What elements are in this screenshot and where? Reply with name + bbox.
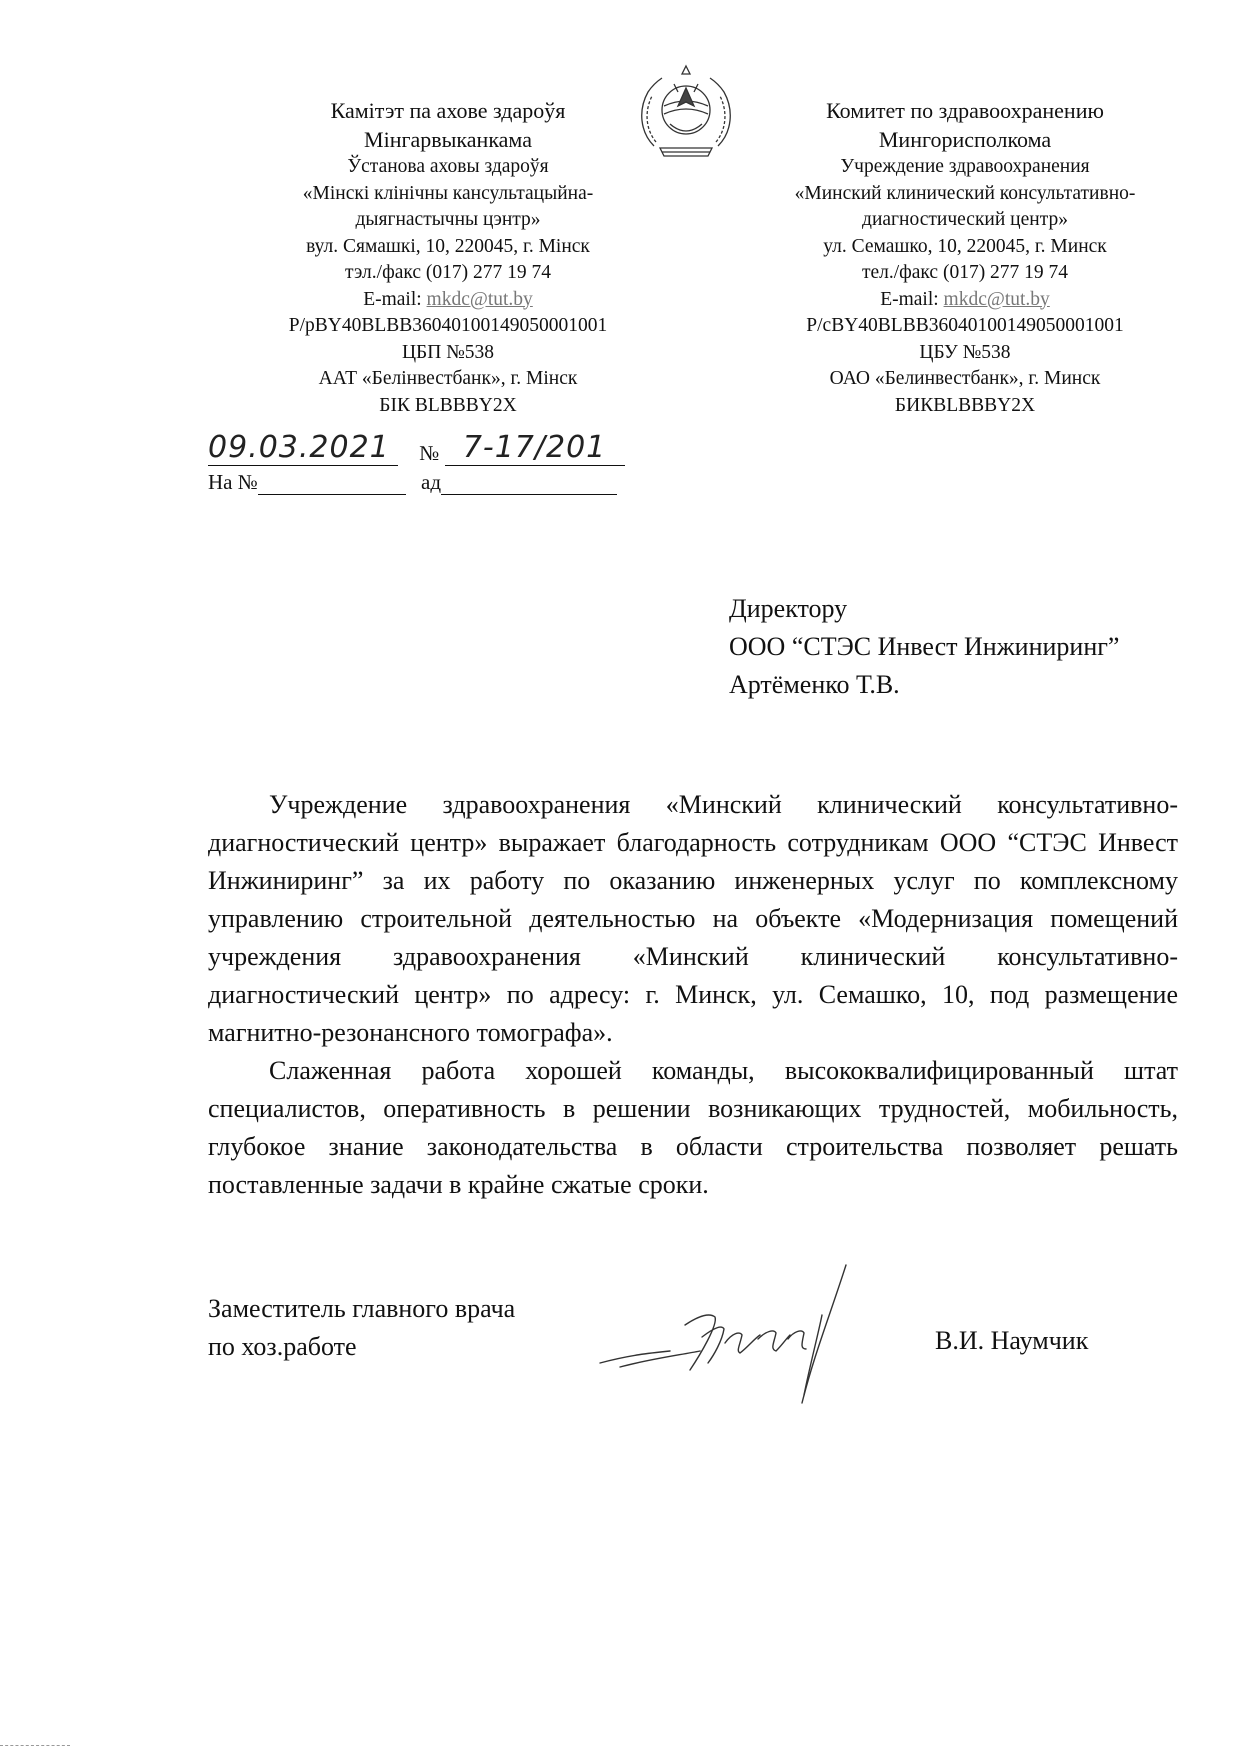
ref-date-blank [441,474,617,495]
reference-line [208,470,617,495]
letterhead-ru-line: Р/сBY40BLBB36040100149050001001 [806,315,1124,336]
letterhead-by-line: БІК BLBBBY2X [379,394,517,416]
letterhead-ru-line: Комитет по здравоохранению [826,98,1104,123]
letterhead-belarusian [248,96,648,419]
letterhead-russian [760,96,1170,419]
handwritten-signature [590,1255,880,1405]
email-link[interactable]: mkdc@tut.by [943,288,1050,310]
number-field [445,430,625,466]
letterhead-ru-line: Учреждение здравоохранения [840,156,1090,177]
letterhead-by-line: Ўстанова аховы здароўя [347,156,549,177]
letterhead-ru-email-row [760,287,1170,314]
registration-date: 09.03.2021 [208,430,390,465]
recipient-line: Артёменко Т.В. [729,670,900,699]
recipient-block [729,590,1119,704]
registration-line [208,430,625,466]
recipient-line: Директору [729,594,848,623]
ref-label: На № [208,470,258,494]
letterhead-by-line: ААТ «Белінвестбанк», г. Мінск [318,368,578,389]
letterhead-by-line: ЦБП №538 [401,341,495,363]
from-label: ад [421,470,442,494]
body-paragraph: Слаженная работа хорошей команды, высококвалифицированный штат специалистов, оперативность в решении возникающих трудностей, мобильность, глубокое знание законодательства в области строительства позволяет решать поставленные задачи в крайне сжатые сроки. [208,1056,1178,1199]
letterhead-ru-line: ул. Семашко, 10, 220045, г. Минск [823,235,1107,257]
number-label: № [419,441,440,465]
signatory-name: В.И. Наумчик [935,1326,1089,1355]
letterhead-by-line: «Мінскі клінічны кансультацыйна- [302,182,594,204]
letterhead-ru-line: ОАО «Белинвестбанк», г. Минск [829,368,1101,389]
letterhead-by-line: тэл./факс (017) 277 19 74 [345,262,551,283]
email-label: E-mail: [880,288,939,310]
letterhead-by-email-row [248,287,648,314]
email-label: E-mail: [363,288,422,310]
letterhead-by-line: дыягнастычны цэнтр» [355,209,541,230]
letterhead-ru-line: Мингорисполкома [878,127,1052,152]
letterhead-by-line: Мінгарвыканкама [364,127,532,152]
email-link[interactable]: mkdc@tut.by [426,288,533,310]
state-emblem-icon [634,62,738,166]
position-line: Заместитель главного врача [208,1294,516,1323]
letterhead-ru-line: БИКBLBBBY2X [894,394,1036,416]
date-field [208,430,398,466]
recipient-line: ООО “СТЭС Инвест Инжиниринг” [729,632,1120,661]
position-line: по хоз.работе [208,1332,357,1361]
letterhead-ru-line: ЦБУ №538 [919,341,1011,363]
body-paragraph: Учреждение здравоохранения «Минский клинический консультативно-диагностический центр» выражает благодарность сотрудникам ООО “СТЭС Инвест Инжиниринг” за их работу по оказанию инженерных услуг по комплексному управлению строительной деятельностью на объекте «Модернизация помещений учреждения здравоохранения «Минский клинический консультативно-диагностический центр» по адресу: г. Минск, ул. Семашко, 10, под размещение магнитно-резонансного томографа». [208,790,1178,1047]
registration-number: 7-17/201 [462,430,607,465]
letterhead-ru-line: диагностический центр» [862,209,1068,230]
letter-body [208,786,1178,1204]
letterhead-by-line: Камітэт па ахове здароўя [330,98,566,123]
letterhead-by-line: вул. Сямашкі, 10, 220045, г. Мінск [306,235,590,257]
letterhead-by-line: Р/рBY40BLBB36040100149050001001 [288,315,608,336]
scan-edge-divider [0,1745,70,1746]
ref-number-blank [258,474,406,495]
letterhead-ru-line: тел./факс (017) 277 19 74 [861,262,1069,283]
signatory-position [208,1290,515,1366]
letterhead-ru-line: «Минский клинический консультативно- [794,182,1136,204]
